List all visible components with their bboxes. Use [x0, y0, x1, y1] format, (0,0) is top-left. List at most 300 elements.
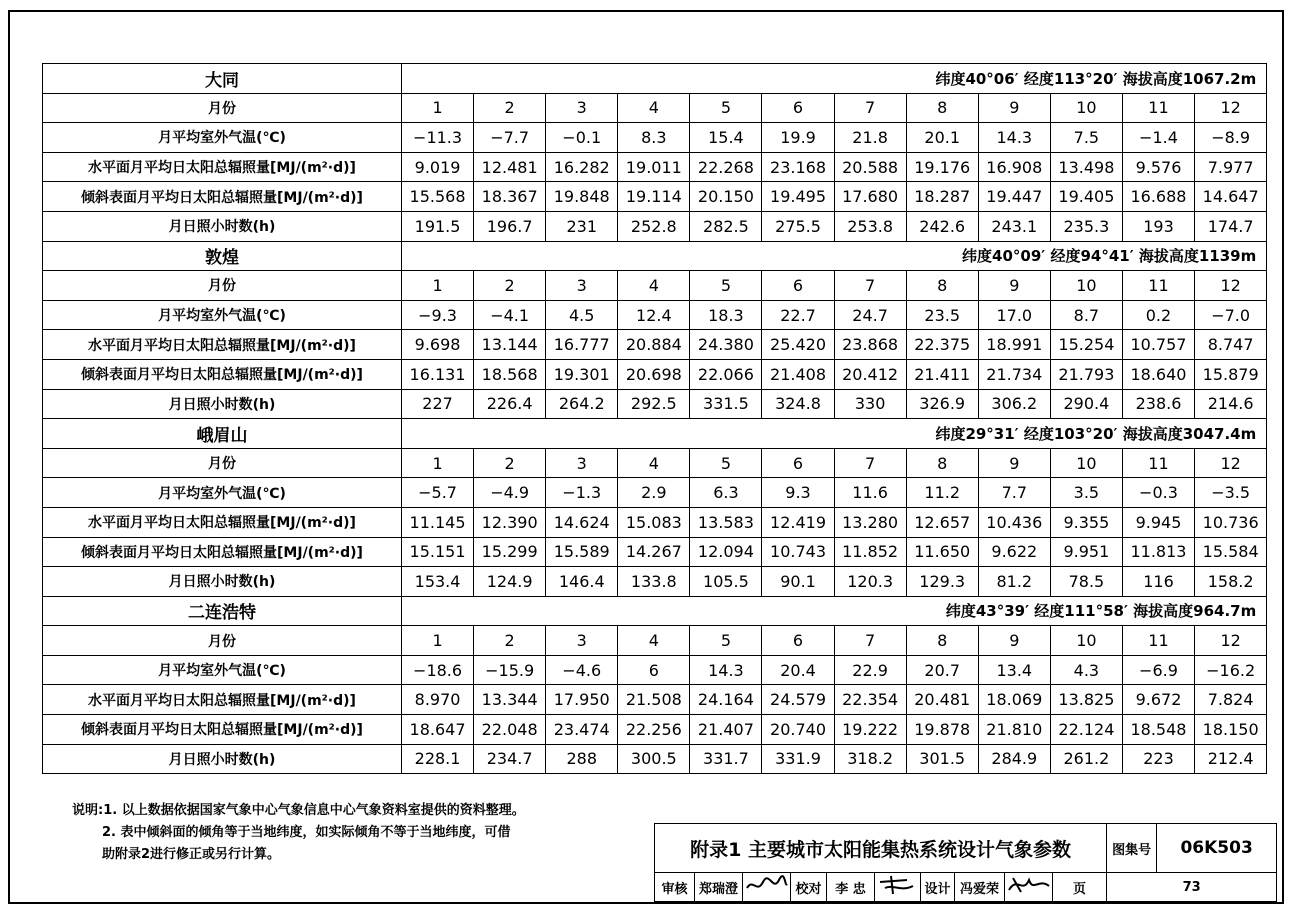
- row-label: 水平面月平均日太阳总辐照量[MJ/(m²·d)]: [43, 330, 402, 360]
- cell-value: 10.436: [978, 507, 1050, 537]
- city-coordinates: 纬度43°39′ 经度111°58′ 海拔高度964.7m: [402, 596, 1267, 626]
- cell-value: 20.884: [618, 330, 690, 360]
- cell-value: 8.7: [1050, 300, 1122, 330]
- cell-value: 2: [474, 93, 546, 123]
- cell-value: 4: [618, 448, 690, 478]
- cell-value: −15.9: [474, 655, 546, 685]
- cell-value: 11.2: [906, 478, 978, 508]
- cell-value: 5: [690, 626, 762, 656]
- cell-value: 12.481: [474, 152, 546, 182]
- check-label: 校对: [791, 873, 827, 902]
- cell-value: 318.2: [834, 744, 906, 774]
- cell-value: 10: [1050, 626, 1122, 656]
- cell-value: 13.825: [1050, 685, 1122, 715]
- cell-value: 324.8: [762, 389, 834, 419]
- cell-value: 7.977: [1195, 152, 1267, 182]
- cell-value: 8.970: [402, 685, 474, 715]
- city-name: 大同: [43, 64, 402, 94]
- cell-value: 3: [546, 448, 618, 478]
- cell-value: 5: [690, 271, 762, 301]
- reviewer-name: 郑瑞澄: [695, 873, 743, 902]
- cell-value: 13.498: [1050, 152, 1122, 182]
- cell-value: 16.282: [546, 152, 618, 182]
- cell-value: 6: [762, 626, 834, 656]
- cell-value: 1: [402, 271, 474, 301]
- designer-signature: [1005, 873, 1053, 902]
- cell-value: 12: [1195, 626, 1267, 656]
- cell-value: 9.945: [1122, 507, 1194, 537]
- cell-value: 227: [402, 389, 474, 419]
- page-label: 页: [1053, 873, 1107, 902]
- checker-signature: [875, 873, 921, 902]
- cell-value: 12.390: [474, 507, 546, 537]
- cell-value: 19.114: [618, 182, 690, 212]
- row-label: 月平均室外气温(℃): [43, 123, 402, 153]
- atlas-number: 06K503: [1157, 824, 1277, 873]
- cell-value: 10: [1050, 93, 1122, 123]
- row-label: 月份: [43, 448, 402, 478]
- title-main: 附录1 主要城市太阳能集热系统设计气象参数: [655, 824, 1107, 873]
- cell-value: 261.2: [1050, 744, 1122, 774]
- cell-value: 223: [1122, 744, 1194, 774]
- cell-value: 78.5: [1050, 567, 1122, 597]
- row-label: 月平均室外气温(℃): [43, 655, 402, 685]
- cell-value: 15.589: [546, 537, 618, 567]
- cell-value: 16.688: [1122, 182, 1194, 212]
- cell-value: 124.9: [474, 567, 546, 597]
- cell-value: 13.583: [690, 507, 762, 537]
- checker-name: 李 忠: [827, 873, 875, 902]
- cell-value: −4.6: [546, 655, 618, 685]
- note-line-1: 说明:1. 以上数据依据国家气象中心气象信息中心气象资料室提供的资料整理。: [72, 803, 525, 818]
- cell-value: 9.622: [978, 537, 1050, 567]
- cell-value: 331.7: [690, 744, 762, 774]
- cell-value: −4.9: [474, 478, 546, 508]
- cell-value: 6: [762, 271, 834, 301]
- cell-value: 288: [546, 744, 618, 774]
- design-label: 设计: [921, 873, 955, 902]
- city-header-row: [43, 419, 1267, 449]
- city-coordinates: 纬度40°09′ 经度94°41′ 海拔高度1139m: [402, 241, 1267, 271]
- city-coordinates: 纬度40°06′ 经度113°20′ 海拔高度1067.2m: [402, 64, 1267, 94]
- cell-value: 7: [834, 626, 906, 656]
- cell-value: 8.747: [1195, 330, 1267, 360]
- cell-value: 11: [1122, 626, 1194, 656]
- cell-value: 25.420: [762, 330, 834, 360]
- row-label: 月平均室外气温(℃): [43, 478, 402, 508]
- cell-value: 275.5: [762, 211, 834, 241]
- cell-value: −4.1: [474, 300, 546, 330]
- cell-value: 7.824: [1195, 685, 1267, 715]
- table-row: [43, 271, 1267, 301]
- cell-value: 3: [546, 626, 618, 656]
- cell-value: 10: [1050, 448, 1122, 478]
- cell-value: 18.3: [690, 300, 762, 330]
- cell-value: 12.094: [690, 537, 762, 567]
- cell-value: 23.168: [762, 152, 834, 182]
- cell-value: 18.548: [1122, 715, 1194, 745]
- cell-value: 15.584: [1195, 537, 1267, 567]
- cell-value: 11: [1122, 448, 1194, 478]
- row-label: 月份: [43, 626, 402, 656]
- cell-value: 21.407: [690, 715, 762, 745]
- cell-value: 15.083: [618, 507, 690, 537]
- cell-value: 2: [474, 271, 546, 301]
- cell-value: −16.2: [1195, 655, 1267, 685]
- cell-value: 105.5: [690, 567, 762, 597]
- cell-value: 17.0: [978, 300, 1050, 330]
- cell-value: 14.3: [978, 123, 1050, 153]
- cell-value: 234.7: [474, 744, 546, 774]
- cell-value: 20.588: [834, 152, 906, 182]
- cell-value: 13.144: [474, 330, 546, 360]
- climate-data-table: [42, 63, 1267, 774]
- cell-value: 11.852: [834, 537, 906, 567]
- cell-value: 12: [1195, 93, 1267, 123]
- table-row: [43, 507, 1267, 537]
- cell-value: 331.5: [690, 389, 762, 419]
- table-row: [43, 93, 1267, 123]
- cell-value: 7.7: [978, 478, 1050, 508]
- cell-value: 243.1: [978, 211, 1050, 241]
- city-coordinates: 纬度29°31′ 经度103°20′ 海拔高度3047.4m: [402, 419, 1267, 449]
- cell-value: 7.5: [1050, 123, 1122, 153]
- cell-value: 153.4: [402, 567, 474, 597]
- cell-value: 4: [618, 626, 690, 656]
- cell-value: 9: [978, 93, 1050, 123]
- note-line-3: 助附录2进行修正或另行计算。: [102, 847, 281, 862]
- cell-value: 19.176: [906, 152, 978, 182]
- cell-value: 14.624: [546, 507, 618, 537]
- cell-value: 22.256: [618, 715, 690, 745]
- cell-value: 0.2: [1122, 300, 1194, 330]
- row-label: 水平面月平均日太阳总辐照量[MJ/(m²·d)]: [43, 152, 402, 182]
- cell-value: 20.4: [762, 655, 834, 685]
- cell-value: 14.267: [618, 537, 690, 567]
- cell-value: 18.991: [978, 330, 1050, 360]
- cell-value: 16.131: [402, 359, 474, 389]
- cell-value: 17.950: [546, 685, 618, 715]
- cell-value: 22.066: [690, 359, 762, 389]
- cell-value: 301.5: [906, 744, 978, 774]
- cell-value: 19.405: [1050, 182, 1122, 212]
- cell-value: 2.9: [618, 478, 690, 508]
- city-header-row: [43, 596, 1267, 626]
- cell-value: 4.5: [546, 300, 618, 330]
- cell-value: 242.6: [906, 211, 978, 241]
- cell-value: 235.3: [1050, 211, 1122, 241]
- cell-value: 6.3: [690, 478, 762, 508]
- cell-value: 7: [834, 271, 906, 301]
- cell-value: 20.481: [906, 685, 978, 715]
- cell-value: −0.3: [1122, 478, 1194, 508]
- cell-value: 15.879: [1195, 359, 1267, 389]
- cell-value: 191.5: [402, 211, 474, 241]
- cell-value: 9: [978, 626, 1050, 656]
- cell-value: 15.299: [474, 537, 546, 567]
- cell-value: −11.3: [402, 123, 474, 153]
- cell-value: 21.508: [618, 685, 690, 715]
- row-label: 水平面月平均日太阳总辐照量[MJ/(m²·d)]: [43, 507, 402, 537]
- cell-value: 19.878: [906, 715, 978, 745]
- table-row: [43, 182, 1267, 212]
- cell-value: 19.011: [618, 152, 690, 182]
- cell-value: 116: [1122, 567, 1194, 597]
- cell-value: 20.740: [762, 715, 834, 745]
- cell-value: 24.579: [762, 685, 834, 715]
- cell-value: −7.7: [474, 123, 546, 153]
- cell-value: 3: [546, 271, 618, 301]
- note-line-2: 2. 表中倾斜面的倾角等于当地纬度，如实际倾角不等于当地纬度，可借: [102, 825, 511, 840]
- cell-value: 9: [978, 271, 1050, 301]
- cell-value: 11.813: [1122, 537, 1194, 567]
- cell-value: 9.698: [402, 330, 474, 360]
- city-name: 峨眉山: [43, 419, 402, 449]
- cell-value: 8.3: [618, 123, 690, 153]
- cell-value: 9.3: [762, 478, 834, 508]
- cell-value: 231: [546, 211, 618, 241]
- cell-value: 12.4: [618, 300, 690, 330]
- table-row: [43, 211, 1267, 241]
- cell-value: 120.3: [834, 567, 906, 597]
- cell-value: 228.1: [402, 744, 474, 774]
- table-row: [43, 537, 1267, 567]
- row-label: 水平面月平均日太阳总辐照量[MJ/(m²·d)]: [43, 685, 402, 715]
- review-label: 审核: [655, 873, 695, 902]
- cell-value: 12: [1195, 448, 1267, 478]
- cell-value: 4.3: [1050, 655, 1122, 685]
- cell-value: 21.408: [762, 359, 834, 389]
- table-row: [43, 123, 1267, 153]
- table-row: [43, 478, 1267, 508]
- cell-value: 11.145: [402, 507, 474, 537]
- cell-value: 21.411: [906, 359, 978, 389]
- cell-value: 326.9: [906, 389, 978, 419]
- cell-value: 22.268: [690, 152, 762, 182]
- cell-value: 193: [1122, 211, 1194, 241]
- cell-value: 18.367: [474, 182, 546, 212]
- cell-value: −6.9: [1122, 655, 1194, 685]
- table-row: [43, 152, 1267, 182]
- cell-value: 15.151: [402, 537, 474, 567]
- cell-value: −18.6: [402, 655, 474, 685]
- table-row: [43, 715, 1267, 745]
- city-name: 二连浩特: [43, 596, 402, 626]
- cell-value: −3.5: [1195, 478, 1267, 508]
- cell-value: 3: [546, 93, 618, 123]
- row-label: 倾斜表面月平均日太阳总辐照量[MJ/(m²·d)]: [43, 715, 402, 745]
- cell-value: 253.8: [834, 211, 906, 241]
- cell-value: −8.9: [1195, 123, 1267, 153]
- table-row: [43, 567, 1267, 597]
- cell-value: 19.495: [762, 182, 834, 212]
- cell-value: 174.7: [1195, 211, 1267, 241]
- cell-value: 8: [906, 448, 978, 478]
- cell-value: 252.8: [618, 211, 690, 241]
- cell-value: 133.8: [618, 567, 690, 597]
- cell-value: 9: [978, 448, 1050, 478]
- cell-value: 15.254: [1050, 330, 1122, 360]
- cell-value: 20.7: [906, 655, 978, 685]
- row-label: 月日照小时数(h): [43, 744, 402, 774]
- cell-value: −9.3: [402, 300, 474, 330]
- table-row: [43, 744, 1267, 774]
- cell-value: 20.698: [618, 359, 690, 389]
- cell-value: 18.069: [978, 685, 1050, 715]
- atlas-label: 图集号: [1107, 824, 1157, 873]
- cell-value: 17.680: [834, 182, 906, 212]
- cell-value: 331.9: [762, 744, 834, 774]
- cell-value: 9.672: [1122, 685, 1194, 715]
- cell-value: 16.777: [546, 330, 618, 360]
- cell-value: 1: [402, 93, 474, 123]
- cell-value: 19.848: [546, 182, 618, 212]
- cell-value: 4: [618, 93, 690, 123]
- cell-value: 22.7: [762, 300, 834, 330]
- table-row: [43, 448, 1267, 478]
- table-row: [43, 655, 1267, 685]
- row-label: 月份: [43, 271, 402, 301]
- cell-value: 90.1: [762, 567, 834, 597]
- cell-value: −5.7: [402, 478, 474, 508]
- cell-value: 290.4: [1050, 389, 1122, 419]
- cell-value: 19.222: [834, 715, 906, 745]
- row-label: 倾斜表面月平均日太阳总辐照量[MJ/(m²·d)]: [43, 359, 402, 389]
- table-row: [43, 330, 1267, 360]
- cell-value: 158.2: [1195, 567, 1267, 597]
- cell-value: 6: [762, 93, 834, 123]
- row-label: 倾斜表面月平均日太阳总辐照量[MJ/(m²·d)]: [43, 182, 402, 212]
- table-row: [43, 359, 1267, 389]
- row-label: 月日照小时数(h): [43, 211, 402, 241]
- cell-value: 212.4: [1195, 744, 1267, 774]
- cell-value: −0.1: [546, 123, 618, 153]
- cell-value: 20.412: [834, 359, 906, 389]
- table-row: [43, 300, 1267, 330]
- cell-value: 24.164: [690, 685, 762, 715]
- row-label: 月份: [43, 93, 402, 123]
- cell-value: 9.951: [1050, 537, 1122, 567]
- cell-value: 13.4: [978, 655, 1050, 685]
- cell-value: 1: [402, 448, 474, 478]
- cell-value: 23.474: [546, 715, 618, 745]
- cell-value: 22.375: [906, 330, 978, 360]
- cell-value: −7.0: [1195, 300, 1267, 330]
- cell-value: 5: [690, 93, 762, 123]
- cell-value: 11: [1122, 93, 1194, 123]
- cell-value: 19.447: [978, 182, 1050, 212]
- cell-value: 3.5: [1050, 478, 1122, 508]
- cell-value: 10.736: [1195, 507, 1267, 537]
- cell-value: 264.2: [546, 389, 618, 419]
- cell-value: 1: [402, 626, 474, 656]
- page-number: 73: [1107, 873, 1277, 902]
- cell-value: 7: [834, 93, 906, 123]
- cell-value: 19.301: [546, 359, 618, 389]
- cell-value: 81.2: [978, 567, 1050, 597]
- title-block: [654, 823, 1277, 902]
- table-row: [43, 389, 1267, 419]
- cell-value: 18.287: [906, 182, 978, 212]
- cell-value: 22.124: [1050, 715, 1122, 745]
- cell-value: 129.3: [906, 567, 978, 597]
- cell-value: 14.647: [1195, 182, 1267, 212]
- cell-value: 13.280: [834, 507, 906, 537]
- cell-value: 23.868: [834, 330, 906, 360]
- cell-value: 5: [690, 448, 762, 478]
- cell-value: 22.354: [834, 685, 906, 715]
- cell-value: 20.1: [906, 123, 978, 153]
- city-header-row: [43, 64, 1267, 94]
- cell-value: 282.5: [690, 211, 762, 241]
- table-row: [43, 685, 1267, 715]
- cell-value: 23.5: [906, 300, 978, 330]
- cell-value: 10: [1050, 271, 1122, 301]
- cell-value: 12: [1195, 271, 1267, 301]
- cell-value: 12.657: [906, 507, 978, 537]
- cell-value: 11.6: [834, 478, 906, 508]
- cell-value: 238.6: [1122, 389, 1194, 419]
- cell-value: 8: [906, 626, 978, 656]
- cell-value: 19.9: [762, 123, 834, 153]
- cell-value: 6: [618, 655, 690, 685]
- cell-value: 9.019: [402, 152, 474, 182]
- cell-value: 21.793: [1050, 359, 1122, 389]
- row-label: 月平均室外气温(℃): [43, 300, 402, 330]
- cell-value: 24.7: [834, 300, 906, 330]
- notes: [72, 800, 525, 866]
- cell-value: 20.150: [690, 182, 762, 212]
- row-label: 倾斜表面月平均日太阳总辐照量[MJ/(m²·d)]: [43, 537, 402, 567]
- cell-value: 24.380: [690, 330, 762, 360]
- cell-value: 7: [834, 448, 906, 478]
- cell-value: 8: [906, 271, 978, 301]
- reviewer-signature: [743, 873, 791, 902]
- cell-value: 9.355: [1050, 507, 1122, 537]
- city-header-row: [43, 241, 1267, 271]
- cell-value: 21.8: [834, 123, 906, 153]
- cell-value: 22.9: [834, 655, 906, 685]
- cell-value: 300.5: [618, 744, 690, 774]
- cell-value: 284.9: [978, 744, 1050, 774]
- cell-value: 2: [474, 626, 546, 656]
- cell-value: 13.344: [474, 685, 546, 715]
- cell-value: 10.757: [1122, 330, 1194, 360]
- cell-value: 4: [618, 271, 690, 301]
- cell-value: 2: [474, 448, 546, 478]
- cell-value: 12.419: [762, 507, 834, 537]
- cell-value: 14.3: [690, 655, 762, 685]
- cell-value: 146.4: [546, 567, 618, 597]
- cell-value: 9.576: [1122, 152, 1194, 182]
- cell-value: 18.640: [1122, 359, 1194, 389]
- cell-value: 18.150: [1195, 715, 1267, 745]
- cell-value: 22.048: [474, 715, 546, 745]
- cell-value: 8: [906, 93, 978, 123]
- cell-value: −1.3: [546, 478, 618, 508]
- cell-value: 226.4: [474, 389, 546, 419]
- table-row: [43, 626, 1267, 656]
- cell-value: −1.4: [1122, 123, 1194, 153]
- cell-value: 292.5: [618, 389, 690, 419]
- cell-value: 214.6: [1195, 389, 1267, 419]
- row-label: 月日照小时数(h): [43, 567, 402, 597]
- row-label: 月日照小时数(h): [43, 389, 402, 419]
- cell-value: 15.4: [690, 123, 762, 153]
- cell-value: 11: [1122, 271, 1194, 301]
- cell-value: 21.810: [978, 715, 1050, 745]
- cell-value: 10.743: [762, 537, 834, 567]
